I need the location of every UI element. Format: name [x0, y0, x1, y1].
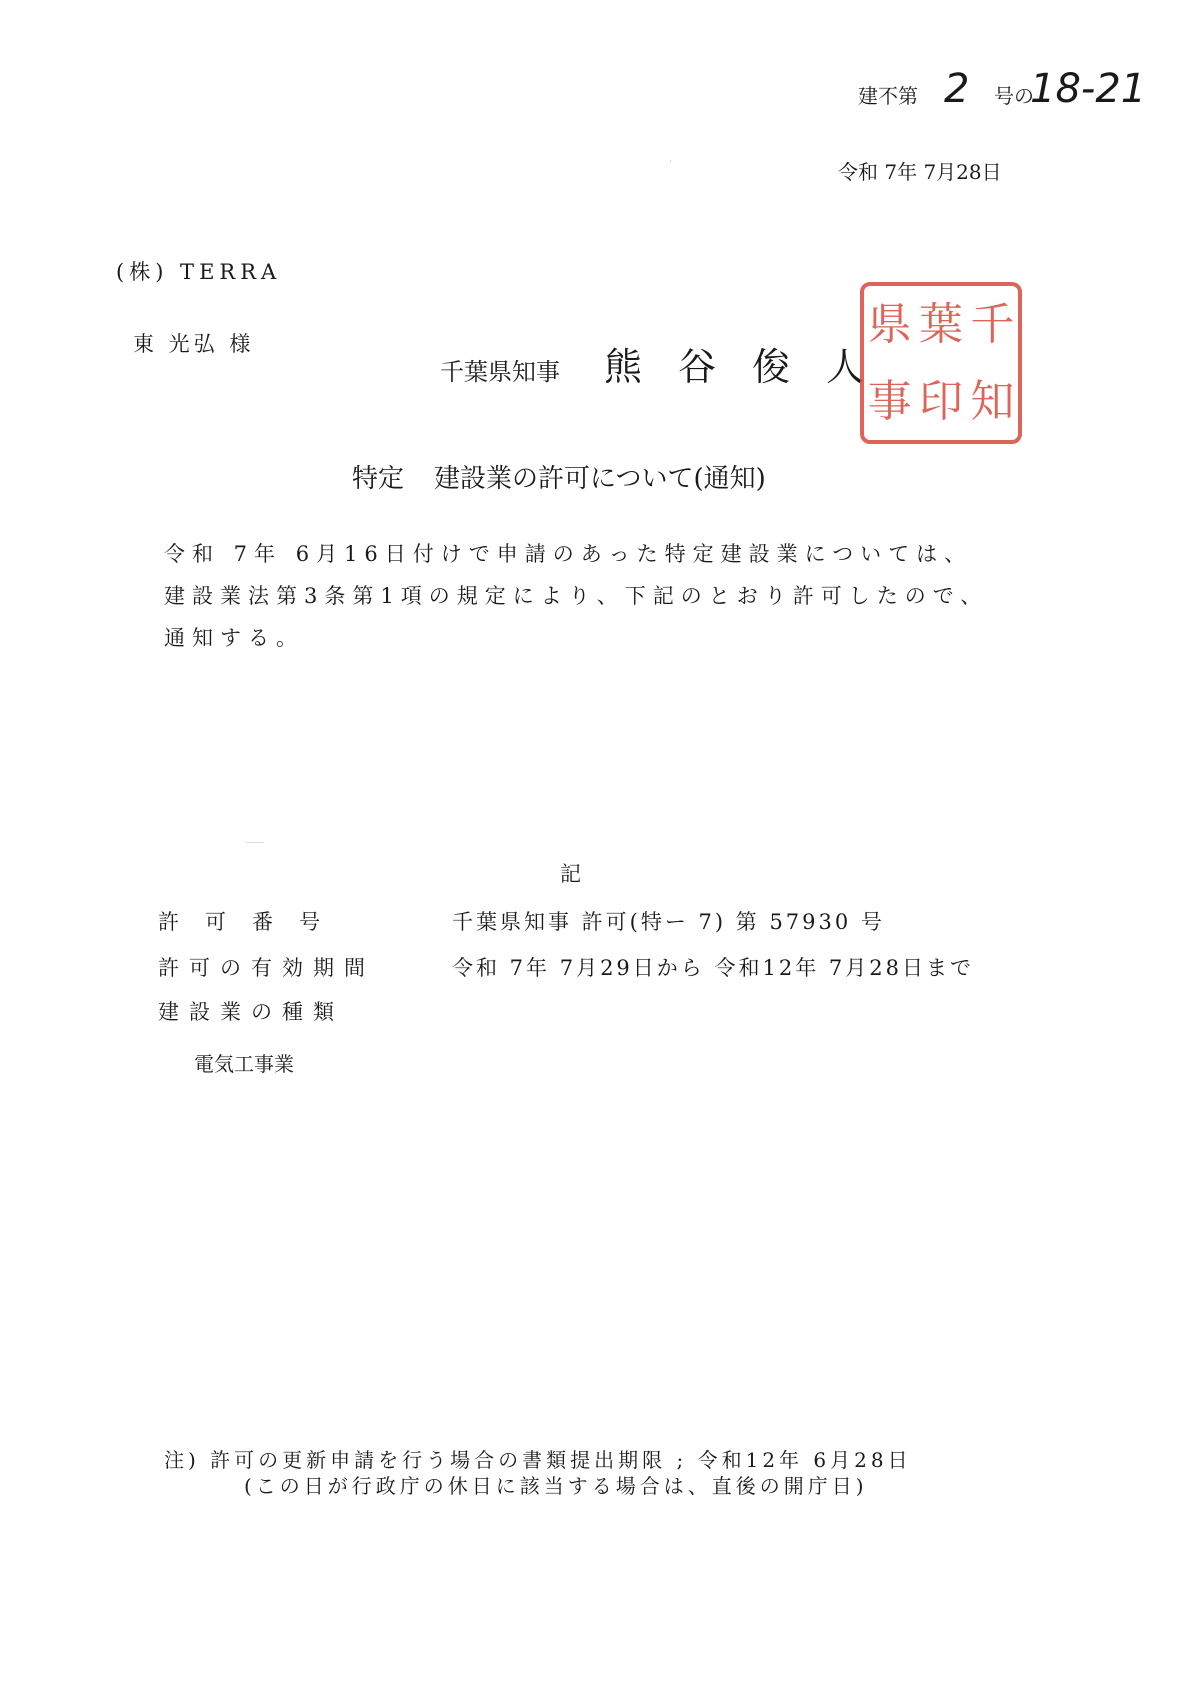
subject-part2: 建設業の許可について(通知) — [434, 464, 766, 494]
recipient-person: 東 光弘 様 — [133, 332, 255, 356]
recipient-company: (株) TERRA — [116, 260, 282, 284]
seal-char: 印 — [918, 375, 963, 427]
official-seal — [860, 282, 1022, 444]
reference-label: 建不第 — [858, 84, 918, 108]
permit-number-label: 許可番号 — [158, 910, 346, 934]
seal-char: 県 — [867, 298, 912, 350]
subject-part1: 特定 — [352, 464, 405, 494]
type-value: 電気工事業 — [194, 1052, 294, 1076]
permit-number-value: 千葉県知事 許可(特ー 7) 第 57930 号 — [452, 910, 885, 934]
seal-char: 葉 — [918, 298, 963, 350]
issuer-name: 熊谷俊人 — [604, 345, 901, 389]
document-subject — [352, 458, 766, 495]
issuer-title: 千葉県知事 — [440, 358, 560, 386]
issue-date: 令和 7年 7月28日 — [838, 160, 1002, 184]
note-line-1: 注) 許可の更新申請を行う場合の書類提出期限 ; 令和12年 6月28日 — [164, 1448, 912, 1472]
reference-handwritten-number: 2 — [944, 66, 970, 112]
reference-mid: 号の — [994, 84, 1034, 108]
type-label: 建設業の種類 — [158, 1000, 344, 1024]
body-line: 令和 7年 6月16日付けで申請のあった特定建設業については、 — [164, 542, 973, 566]
ki-heading: 記 — [560, 862, 581, 886]
seal-char: 知 — [970, 375, 1015, 427]
seal-char: 千 — [970, 298, 1015, 350]
validity-value: 令和 7年 7月29日から 令和12年 7月28日まで — [452, 956, 974, 980]
scan-speck — [670, 160, 671, 162]
validity-label: 許可の有効期間 — [158, 956, 375, 980]
note-line-2: (この日が行政庁の休日に該当する場合は、直後の開庁日) — [244, 1474, 868, 1498]
seal-char: 事 — [867, 375, 912, 427]
reference-handwritten-suffix: 18-21 — [1030, 66, 1147, 112]
body-line: 通知する。 — [164, 626, 304, 650]
body-line: 建設業法第3条第1項の規定により、下記のとおり許可したので、 — [164, 584, 989, 608]
scan-speck — [246, 842, 264, 843]
